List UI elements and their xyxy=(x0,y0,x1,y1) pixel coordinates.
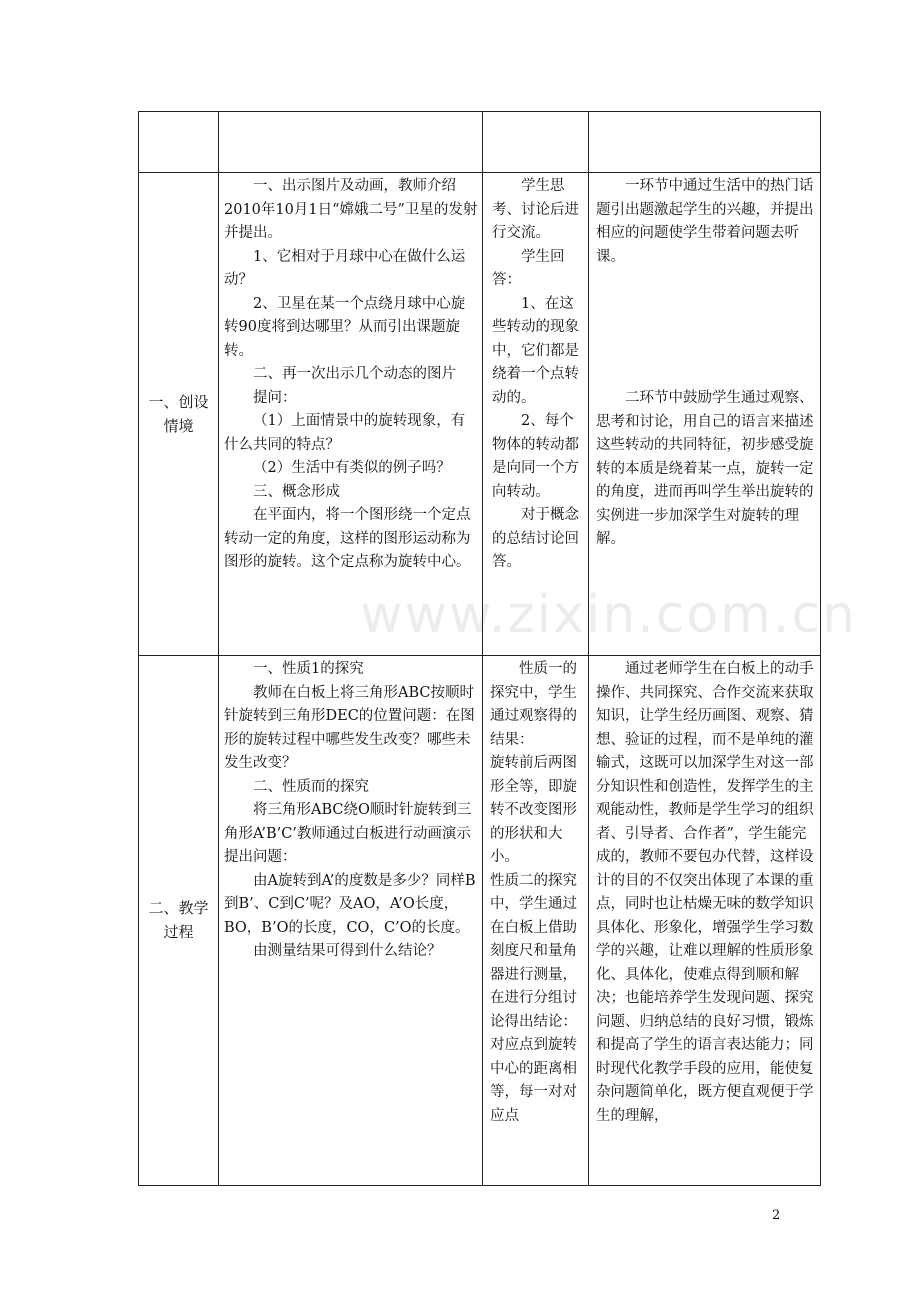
section-label-cell xyxy=(139,172,218,655)
paragraph: 将三角形ABC绕O顺时针旋转到三角形A’B’C’教师通过白板进行动画演示提出问题： xyxy=(224,802,472,865)
paragraph: 旋转前后两图形全等，即旋转不改变图形的形状和大小。 xyxy=(490,755,577,865)
paragraph: 1、在这些转动的现象中，它们都是绕着一个点转动的。 xyxy=(492,295,579,406)
teacher-activity-cell xyxy=(224,175,478,653)
paragraph: 在平面内，将一个图形绕一个定点转动一定的角度，这样的图形运动称为图形的旋转。这个定点称为旋转中心。 xyxy=(224,507,471,570)
student-activity-cell xyxy=(490,658,582,1183)
design-intent-cell xyxy=(596,175,828,653)
row-divider xyxy=(139,172,820,173)
paragraph: （1）上面情景中的旋转现象，有什么共同的特点？ xyxy=(224,413,466,453)
paragraph: 1、它相对于月球中心在做什么运动？ xyxy=(224,248,466,288)
section-label: 一、创设情境 xyxy=(148,392,209,435)
row-divider xyxy=(139,655,820,656)
section-label: 二、教学过程 xyxy=(148,899,209,941)
paragraph: 由A旋转到A’的度数是多少？同样B到B’、C到C’呢？及AO，A’O长度，BO，B’O的长度，CO，C’O的长度。 xyxy=(224,872,476,936)
paragraph: 三、概念形成 xyxy=(253,483,340,500)
paragraph: 性质一的探究中，学生通过观察得的结果： xyxy=(490,661,577,748)
column-divider xyxy=(218,112,219,1185)
design-intent-cell xyxy=(596,658,816,1183)
section-label-cell xyxy=(139,655,218,1185)
paragraph: 对于概念的总结讨论回答。 xyxy=(492,507,579,570)
paragraph: 性质二的探究中，学生通过在白板上借助刻度尺和量角器进行测量，在进行分组讨论得出结论： xyxy=(490,872,577,1030)
paragraph: （2）生活中有类似的例子吗？ xyxy=(253,460,451,476)
column-divider xyxy=(588,112,589,1185)
student-activity-cell xyxy=(492,175,582,653)
paragraph: 二、性质而的探究 xyxy=(253,778,369,795)
paragraph: 学生思考、讨论后进行交流。 xyxy=(492,178,579,241)
paragraph: 二环节中鼓励学生通过观察、思考和讨论，用自己的语言来描述这些转动的共同特征，初步感受旋 转的本质是绕着某一点，旋转一定的角度，进而再叫学生举出旋转的实例进一步加深学生对旋转的理解。 xyxy=(596,390,828,547)
column-divider xyxy=(482,112,483,1185)
paragraph: 通过老师学生在白板上的动手操作、共同探究、合作交流来获取知识，让学生经历画图、观察、猜想、验证的过程，而不是单纯的灌输式，这既可以加深学生对这一部分知识性和创造性，发挥学生的主观能动性，教师是学生学习的组织者、引导者、合作者”，学生能完成的，教师不要包办代替，这样设计的目的不仅突出体现了本课的重点，同时也让枯燥无味的数学知识具体化、形象化，增强学生学习数学的兴趣，让难以理解的性质形象化、具体化，使难点得到顺和解决；也能培养学生发现问题、探究问题、归纳总结的良好习惯，锻炼和提高了学生的语言表达能力；同时现代化教学手段的应用，能使复杂问题简单化，既方便直观便于学生的理解， xyxy=(596,661,814,1124)
paragraph: 二、再一次出示几个动态的图片 xyxy=(253,366,456,382)
paragraph: 2、卫星在某一个点绕月球中心旋转90度将到达哪里？从而引出课题旋转。 xyxy=(224,295,466,359)
page-number: 2 xyxy=(772,1208,781,1223)
paragraph: 教师在白板上将三角形ABC按顺时针旋转到三角形DEC的位置问题：在图形的旋转过程中哪些发生改变？哪些未发生改变？ xyxy=(224,684,475,771)
paragraph: 一环节中通过生活中的热门话题引出题激起学生的兴趣，并提出相应的问题使学生带着问题去听课。 xyxy=(596,178,814,265)
watermark: www.zixin.com.cn xyxy=(360,585,857,645)
paragraph: 2、每个物体的转动都是向同一个方向转动。 xyxy=(492,413,579,500)
paragraph: 由测量结果可得到什么结论？ xyxy=(253,943,442,959)
paragraph: 提问： xyxy=(253,389,297,406)
paragraph: 学生回答： xyxy=(492,248,565,288)
paragraph: 一、出示图片及动画，教师介绍2010年10月1日“嫦娥二号”卫星的发射并提出。 xyxy=(224,178,478,241)
paragraph: 一、性质1的探究 xyxy=(253,661,364,677)
teacher-activity-cell xyxy=(224,658,478,1183)
paragraph: 对应点到旋转中心的距离相等，每一对对应点 xyxy=(490,1037,577,1124)
